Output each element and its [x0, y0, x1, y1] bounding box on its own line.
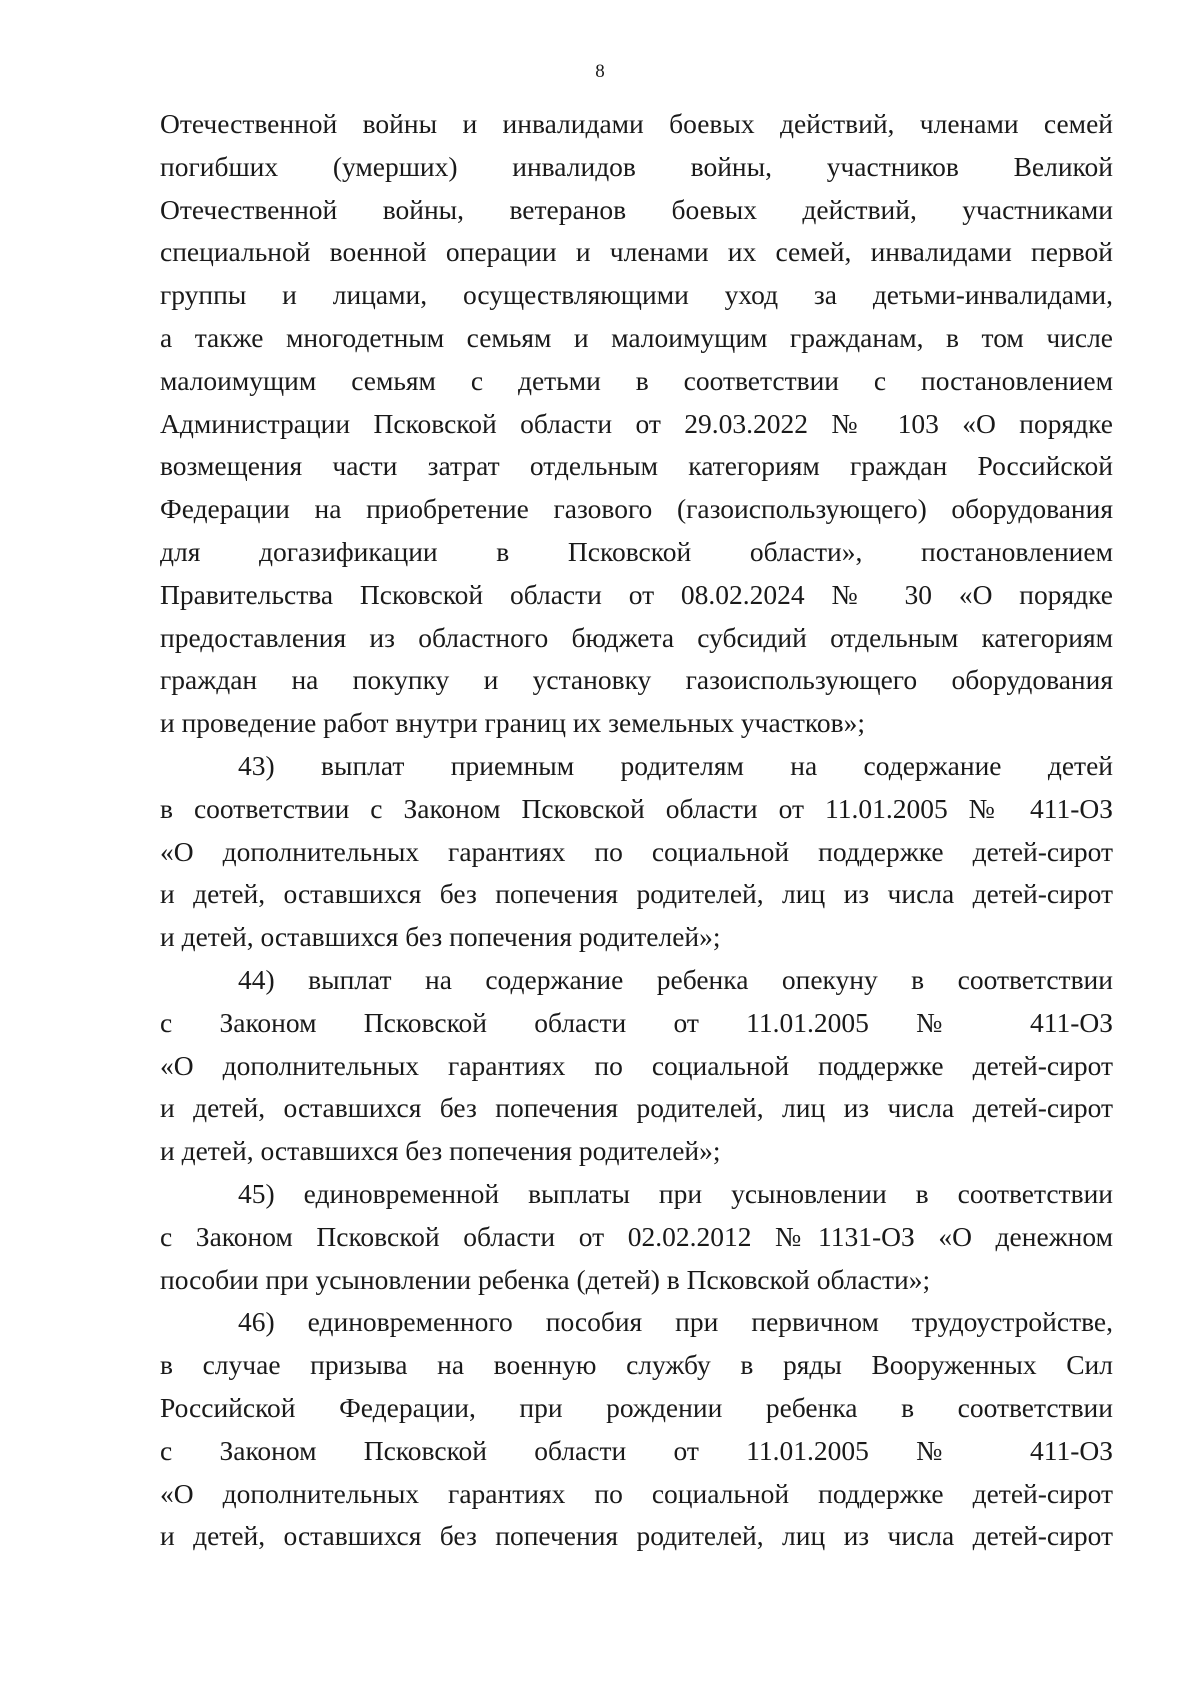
text-line: и проведение работ внутри границ их земельных участков»;: [160, 707, 866, 739]
text-line: с Законом Псковской области от 11.01.2005 № 411-ОЗ: [160, 1006, 1113, 1038]
text-line: Федерации на приобретение газового (газоиспользующего) оборудования: [160, 493, 1113, 525]
text-line: граждан на покупку и установку газоиспользующего оборудования: [160, 664, 1113, 696]
text-line: Отечественной войны и инвалидами боевых действий, членами семей: [160, 108, 1113, 139]
text-line: Правительства Псковской области от 08.02.2024 № 30 «О порядке: [160, 578, 1113, 610]
text-line: и детей, оставшихся без попечения родителей, лиц из числа детей-сирот: [160, 1092, 1113, 1124]
text-line: и детей, оставшихся без попечения родителей, лиц из числа детей-сирот: [160, 878, 1113, 910]
text-line: и детей, оставшихся без попечения родителей, лиц из числа детей-сирот: [160, 1520, 1113, 1552]
text-line: возмещения части затрат отдельным категориям граждан Российской: [160, 450, 1113, 482]
text-line: с Законом Псковской области от 11.01.2005 № 411-ОЗ: [160, 1434, 1113, 1466]
text-line: Российской Федерации, при рождении ребенка в соответствии: [160, 1391, 1113, 1423]
text-line: «О дополнительных гарантиях по социальной поддержке детей-сирот: [160, 835, 1113, 867]
text-line: специальной военной операции и членами их семей, инвалидами первой: [160, 236, 1113, 268]
text-line: в случае призыва на военную службу в ряды Вооруженных Сил: [160, 1349, 1113, 1381]
list-item-46: 46) единовременного пособия при первичном трудоустройстве,: [238, 1306, 1113, 1338]
text-line: с Законом Псковской области от 02.02.2012 №1131-ОЗ «О денежном: [160, 1220, 1113, 1252]
text-line: а также многодетным семьям и малоимущим гражданам, в том числе: [160, 321, 1113, 353]
text-line: для догазификации в Псковской области», постановлением: [160, 535, 1113, 567]
list-item-43: 43) выплат приемным родителям на содержание детей: [238, 749, 1113, 781]
text-line: и детей, оставшихся без попечения родителей»;: [160, 1135, 721, 1167]
list-item-45: 45) единовременной выплаты при усыновлении в соответствии: [238, 1177, 1113, 1209]
text-line: малоимущим семьям с детьми в соответствии с постановлением: [160, 364, 1113, 396]
document-body: [160, 103, 1113, 1558]
text-line: погибших (умерших) инвалидов войны, участников Великой: [160, 150, 1113, 182]
text-line: предоставления из областного бюджета субсидий отдельным категориям: [160, 621, 1113, 653]
text-line: и детей, оставшихся без попечения родителей»;: [160, 921, 721, 953]
list-item-44: 44) выплат на содержание ребенка опекуну в соответствии: [238, 963, 1113, 995]
text-line: группы и лицами, осуществляющими уход за детьми-инвалидами,: [160, 279, 1113, 311]
text-line: «О дополнительных гарантиях по социальной поддержке детей-сирот: [160, 1049, 1113, 1081]
text-line: Отечественной войны, ветеранов боевых действий, участниками: [160, 193, 1113, 225]
text-line: в соответствии с Законом Псковской области от 11.01.2005 № 411-ОЗ: [160, 792, 1113, 824]
text-line: пособии при усыновлении ребенка (детей) в Псковской области»;: [160, 1263, 931, 1295]
text-line: «О дополнительных гарантиях по социальной поддержке детей-сирот: [160, 1477, 1113, 1509]
text-line: Администрации Псковской области от 29.03.2022 № 103 «О порядке: [160, 407, 1113, 439]
page-number: 8: [595, 61, 605, 82]
